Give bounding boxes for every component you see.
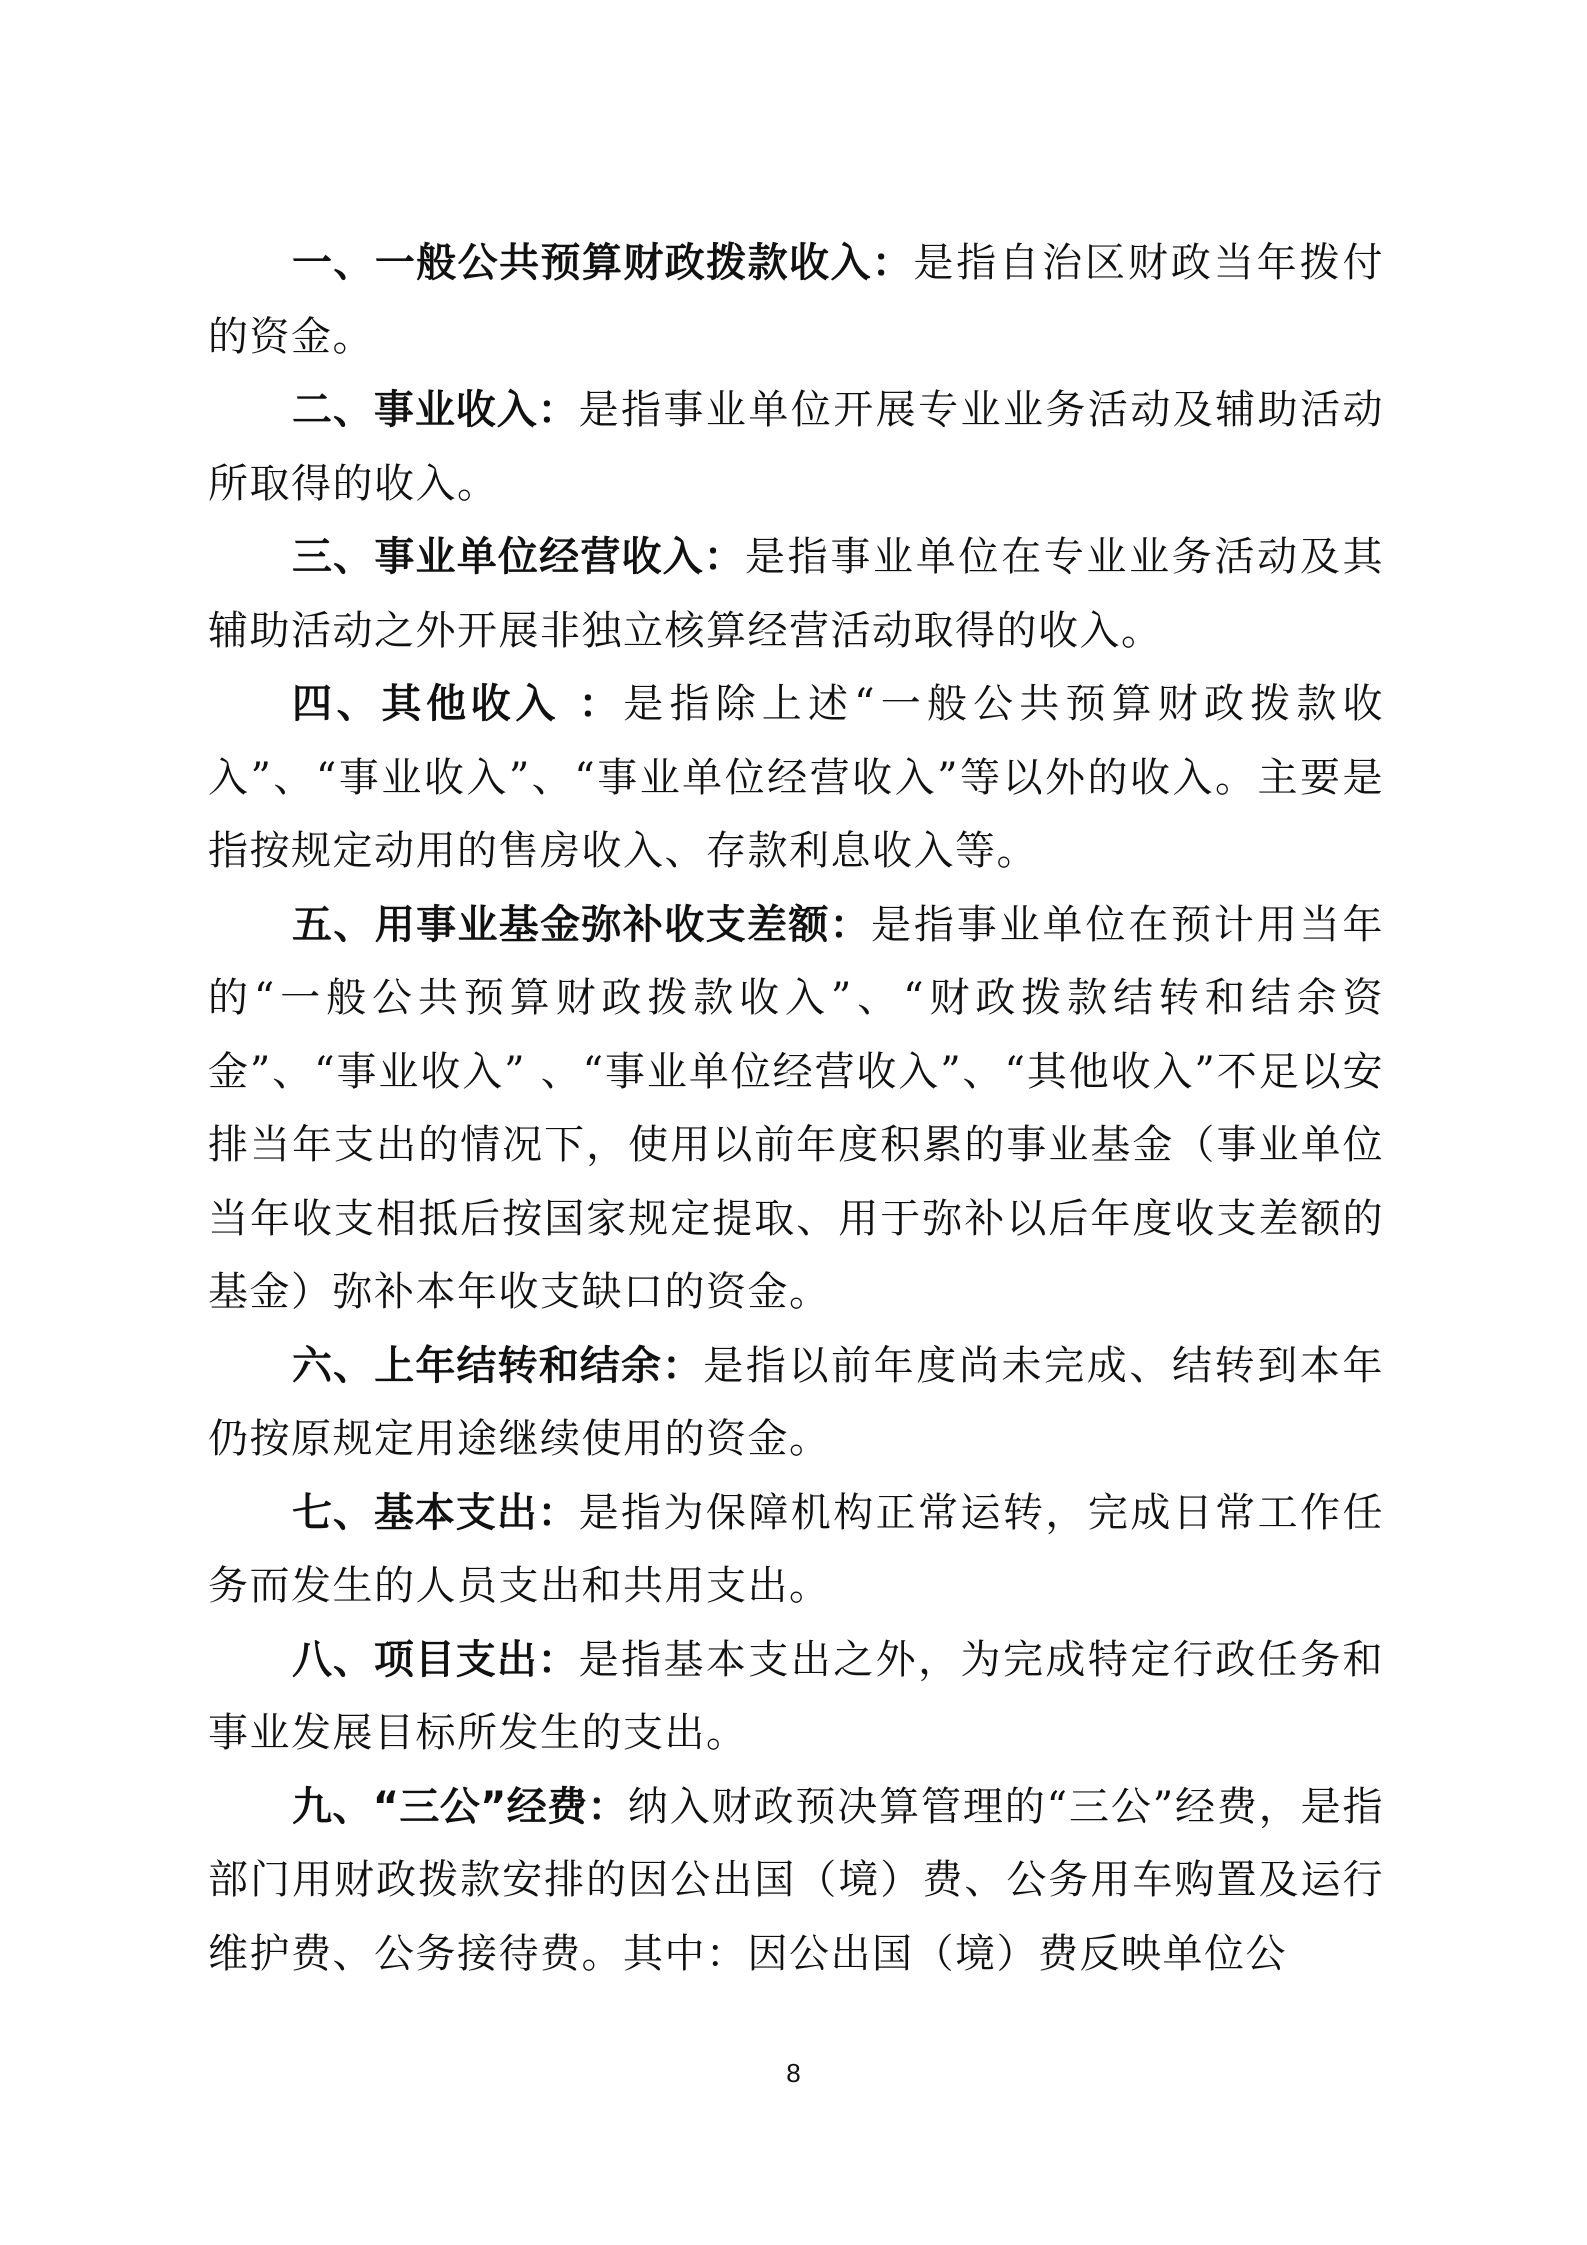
page-number: 8 (786, 2058, 801, 2088)
body-text (208, 227, 1384, 1991)
term-definition: 是指自治区财政当年拨付的资金。 (208, 240, 1385, 360)
term-heading: 八、项目支出： (292, 1636, 579, 1683)
term-heading: 五、用事业基金弥补收支差额： (292, 901, 872, 948)
paragraph-6 (208, 1330, 1384, 1477)
term-heading: 六、上年结转和结余： (292, 1342, 704, 1389)
term-definition: 是指为保障机构正常运转，完成日常工作任务而发生的人员支出和共用支出。 (208, 1489, 1385, 1609)
term-heading: 三、事业单位经营收入： (292, 534, 745, 580)
paragraph-7 (208, 1477, 1384, 1624)
paragraph-2 (208, 374, 1384, 521)
paragraph-4 (208, 668, 1384, 889)
term-definition: 是指事业单位开展专业业务活动及辅助活动所取得的收入。 (208, 387, 1385, 507)
term-definition: 是指事业单位在预计用当年的“一般公共预算财政拨款收入”、“财政拨款结转和结余资金”、“事业收入” 、“事业单位经营收入”、“其他收入”不足以安排当年支出的情况下，使用以前年度积累的事业基金（事业单位当年收支相抵后按国家规定提取、用于弥补以后年度收支差额的基金）弥补本年收支缺口的资金。 (208, 901, 1385, 1315)
paragraph-3 (208, 521, 1384, 668)
term-definition: 是指事业单位在专业业务活动及其辅助活动之外开展非独立核算经营活动取得的收入。 (208, 534, 1385, 654)
term-definition: 是指基本支出之外，为完成特定行政任务和事业发展目标所发生的支出。 (208, 1636, 1385, 1756)
paragraph-8 (208, 1624, 1384, 1771)
paragraph-9 (208, 1771, 1384, 1992)
term-heading: 一、一般公共预算财政拨款收入： (292, 240, 914, 286)
paragraph-5 (208, 889, 1384, 1330)
term-heading: 四、其他收入 ： (292, 681, 624, 727)
paragraph-1 (208, 227, 1384, 374)
term-definition: 纳入财政预决算管理的“三公”经费，是指部门用财政拨款安排的因公出国（境）费、公务用车购置及运行维护费、公务接待费。其中：因公出国（境）费反映单位公 (208, 1783, 1384, 1977)
term-heading: 七、基本支出： (292, 1489, 579, 1536)
term-definition: 是指除上述“一般公共预算财政拨款收入”、“事业收入”、“事业单位经营收入”等以外的收入。主要是指按规定动用的售房收入、存款利息收入等。 (208, 681, 1384, 874)
term-heading: 九、“三公”经费： (292, 1783, 628, 1830)
term-heading: 二、事业收入： (292, 387, 579, 433)
term-definition: 是指以前年度尚未完成、结转到本年仍按原规定用途继续使用的资金。 (208, 1342, 1385, 1462)
